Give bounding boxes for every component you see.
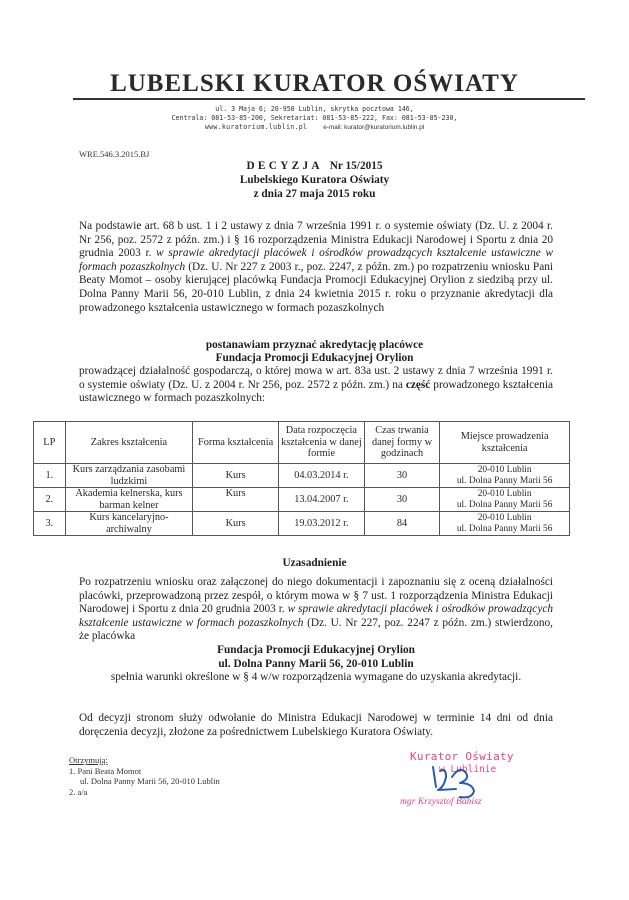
location-city: 20-010 Lublin <box>477 512 532 523</box>
grant-line: postanawiam przyznać akredytację placówce <box>205 339 424 351</box>
location-street: ul. Dolna Panny Marii 56 <box>456 475 553 486</box>
web-contact <box>0 123 629 133</box>
entity-address: ul. Dolna Panny Marii 56, 20-010 Lublin <box>218 657 414 670</box>
grant-statement <box>0 339 629 365</box>
contact-phones: Centrala: 081-53-85-200, Sekretariat: 081-53-85-222, Fax: 081-53-85-230, <box>171 113 458 122</box>
address-line: ul. 3 Maja 6; 20-950 Lublin, skrytka pocztowa 146, <box>215 105 414 113</box>
cell-location <box>440 512 570 536</box>
stamp-city: w Lublinie <box>439 764 497 775</box>
stamp-signatory: mgr Krzysztof Babisz <box>400 796 482 807</box>
decision-number: Nr 15/2015 <box>329 160 383 172</box>
stamp-office: Kurator Oświaty <box>410 750 514 763</box>
official-stamp <box>400 747 570 817</box>
entity-name: Fundacja Promocji Edukacyjnej Orylion <box>217 643 415 656</box>
header-start-date: Data rozpoczęcia kształcenia w danej formie <box>279 422 365 464</box>
letterhead-title: LUBELSKI KURATOR OŚWIATY <box>110 70 519 97</box>
recipient-item: 1. Pani Beata Momot <box>69 765 142 776</box>
institution-name: Fundacja Promocji Edukacyjnej Orylion <box>215 352 414 365</box>
cell-start-date: 19.03.2012 r. <box>279 512 365 536</box>
cell-start-date: 04.03.2014 r. <box>279 464 365 488</box>
cell-lp: 2. <box>34 488 66 512</box>
cell-location <box>440 488 570 512</box>
decision-issuer: Lubelskiego Kuratora Oświaty <box>239 174 390 186</box>
decision-heading <box>0 159 629 201</box>
conclusion: spełnia warunki określone w § 4 w/w rozporządzenia wymagane do uzyskania akredytacji. <box>110 671 522 684</box>
table-row <box>34 512 570 536</box>
appeal-paragraph: Od decyzji stronom służy odwołanie do Ministra Edukacji Narodowej w terminie 14 dni od dnia doręczenia decyzji, złożone za pośrednictwem Lubelskiego Kuratora Oświaty. <box>79 712 553 738</box>
cell-scope: Kurs zarządzania zasobami ludzkimi <box>65 464 193 488</box>
cell-location <box>440 464 570 488</box>
justification-heading: Uzasadnienie <box>282 557 347 569</box>
table-row <box>34 464 570 488</box>
recipient-address: ul. Dolna Panny Marii 56, 20-010 Lublin <box>80 776 220 786</box>
regulation-title: w sprawie akredytacji placówek i ośrodków prowadzących kształcenie ustawiczne w formach pozaszkolnych <box>79 603 553 629</box>
scan-artifact: · · · · <box>18 14 69 19</box>
header-lp: LP <box>34 422 66 464</box>
emphasis: część <box>405 378 431 391</box>
letterhead-address <box>0 105 629 132</box>
email-link[interactable]: e-mail: kurator@kuratorium.lublin.pl <box>323 123 425 131</box>
cell-form: Kurs <box>193 464 279 488</box>
decision-title-line <box>0 159 629 173</box>
cell-start-date: 13.04.2007 r. <box>279 488 365 512</box>
justification-paragraph <box>79 576 553 685</box>
header-location: Miejsce prowadzenia kształcenia <box>440 422 570 464</box>
header-scope: Zakres kształcenia <box>65 422 193 464</box>
table-header-row <box>34 422 570 464</box>
cell-duration: 30 <box>364 464 440 488</box>
cell-scope: Kurs kancelaryjno-archiwalny <box>65 512 193 536</box>
recipients-label: Otrzymują: <box>69 755 108 765</box>
cell-lp: 3. <box>34 512 66 536</box>
header-duration: Czas trwania danej formy w godzinach <box>364 422 440 464</box>
header-form: Forma kształcenia <box>193 422 279 464</box>
location-street: ul. Dolna Panny Marii 56 <box>456 499 553 510</box>
text-segment: prowadzonego kształcenia ustawicznego w formach pozaszkolnych: <box>79 378 553 405</box>
scope-paragraph <box>79 365 553 406</box>
location-city: 20-010 Lublin <box>477 464 532 475</box>
legal-basis-paragraph <box>79 220 553 315</box>
text-segment: (Dz. U. Nr 227, poz. 2247 z późn. zm.) stwierdzono, że placówka <box>79 616 553 643</box>
cell-lp: 1. <box>34 464 66 488</box>
cell-duration: 84 <box>364 512 440 536</box>
reference-number: WRE.546.3.2015.BJ <box>79 149 150 159</box>
location-city: 20-010 Lublin <box>477 488 532 499</box>
website-link[interactable]: www.kuratorium.lublin.pl <box>204 122 308 131</box>
cell-duration: 30 <box>364 488 440 512</box>
regulation-title: w sprawie akredytacji placówek i ośrodków prowadzących kształcenie ustawiczne w formach pozaszkolnych <box>79 247 553 273</box>
cell-scope: Akademia kelnerska, kurs barman kelner <box>65 488 193 512</box>
text-segment: (Dz. U. Nr 227 z 2003 r., poz. 2247, z późn. zm.) po rozpatrzeniu wniosku Pani Beaty Momot – osoby kierującej placówką Fundacja Promocji Edukacyjnej Orylion z siedzibą przy ul. Dolna Panny Marii 56, 20-010 Lublin, z dnia 24 kwietnia 2015 r. roku o przyznanie akredytacji dla prowadzonego kształcenia ustawicznego w formach pozaszkolnych <box>79 260 553 314</box>
table-row <box>34 488 570 512</box>
recipient-item: 2. a/a <box>69 786 88 797</box>
handwritten-signature <box>400 747 570 817</box>
decision-title: DECYZJA <box>246 160 323 172</box>
text-segment: Po rozpatrzeniu wniosku oraz załączonej do niego dokumentacji i zapoznaniu się z oceną działalności placówki, przeprowadzoną przez zespół, o którym mowa w § 7 ust. 1 rozporządzenia Ministra Edukacji Narodowej i Sportu z dnia 20 grudnia 2003 r. <box>79 576 553 616</box>
cell-form: Kurs <box>193 512 279 536</box>
recipients-list <box>69 755 220 797</box>
cell-form: Kurs <box>193 488 279 512</box>
decision-date: z dnia 27 maja 2015 roku <box>253 188 376 200</box>
courses-table <box>33 421 570 536</box>
text-segment: prowadzącej działalność gospodarczą, o której mowa w art. 83a ust. 2 ustawy z dnia 7 września 1991 r. o systemie oświaty (Dz. U. z 2004 r. Nr 256, poz. 2572 z późn. zm.) na <box>79 365 553 391</box>
letterhead-divider <box>73 98 585 100</box>
location-street: ul. Dolna Panny Marii 56 <box>456 523 553 534</box>
text-segment: Na podstawie art. 68 b ust. 1 i 2 ustawy z dnia 7 września 1991 r. o systemie oświaty (Dz. U. z 2004 r. Nr 256, poz. 2572 z późn. zm.) i § 16 rozporządzenia Ministra Edukacji Narodowej i Sportu z dnia 20 grudnia 2003 r. <box>79 220 553 260</box>
